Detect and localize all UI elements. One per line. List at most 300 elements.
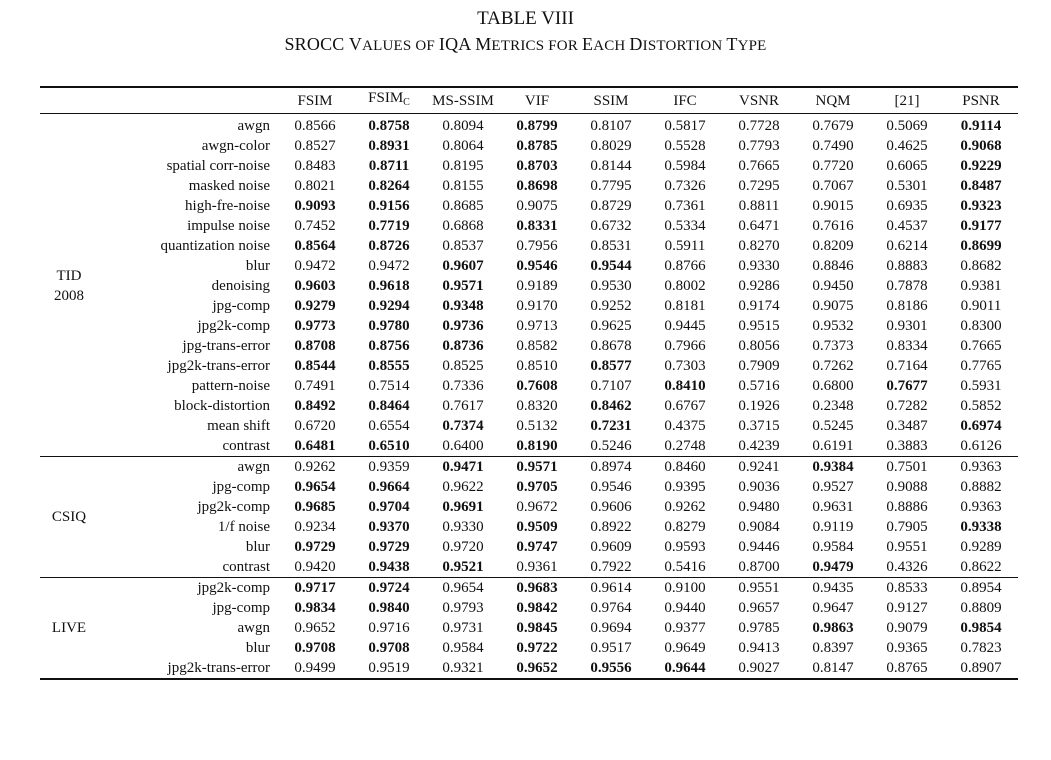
srocc-value: 0.9156: [368, 198, 410, 214]
srocc-value: 0.9571: [500, 457, 574, 478]
srocc-value: 0.8462: [590, 398, 632, 414]
column-header: SSIM: [574, 87, 648, 114]
srocc-value: 0.7514: [368, 378, 410, 394]
table-row: [40, 477, 1018, 497]
srocc-value: 0.7107: [590, 378, 632, 394]
distortion-type: jpg2k-trans-error: [167, 358, 270, 374]
distortion-type: 1/f noise: [217, 519, 270, 535]
srocc-value: 0.9435: [796, 578, 870, 599]
srocc-value: 0.8882: [960, 479, 1002, 495]
srocc-value: 0.8209: [812, 238, 854, 254]
srocc-value: 0.9705: [516, 479, 558, 495]
srocc-value: 0.9515: [738, 318, 780, 334]
srocc-value: 0.8144: [590, 158, 632, 174]
srocc-value: 0.9544: [590, 258, 632, 274]
srocc-value: 0.9075: [812, 298, 854, 314]
dataset-name: [40, 578, 98, 680]
srocc-value: 0.8566: [294, 118, 336, 134]
srocc-value: 0.7728: [738, 118, 780, 134]
srocc-value: 0.8531: [590, 238, 632, 254]
srocc-value: 0.7491: [294, 378, 336, 394]
srocc-value: 0.6510: [368, 438, 410, 454]
srocc-value: 0.8622: [960, 559, 1002, 575]
srocc-value: 0.9365: [886, 640, 928, 656]
srocc-value: 0.7677: [886, 378, 928, 394]
srocc-value: 0.9724: [352, 578, 426, 599]
srocc-value: 0.7295: [738, 178, 780, 194]
srocc-value: 0.9348: [442, 298, 484, 314]
srocc-value: 0.8279: [664, 519, 706, 535]
srocc-value: 0.7501: [870, 457, 944, 478]
srocc-value: 0.9361: [516, 559, 558, 575]
distortion-type: jpg2k-comp: [98, 578, 278, 599]
srocc-value: 0.9363: [960, 499, 1002, 515]
srocc-value: 0.8300: [960, 318, 1002, 334]
table-row: [40, 578, 1018, 599]
srocc-value: 0.5246: [590, 438, 632, 454]
srocc-value: 0.9279: [294, 298, 336, 314]
distortion-type: high-fre-noise: [185, 198, 270, 214]
srocc-value: 0.9011: [960, 298, 1002, 314]
srocc-value: 0.6720: [294, 418, 336, 434]
srocc-value: 0.9323: [960, 198, 1002, 214]
srocc-value: 0.4375: [664, 418, 706, 434]
srocc-value: 0.7231: [590, 418, 632, 434]
table-number: TABLE VIII: [477, 8, 574, 29]
srocc-value: 0.9764: [590, 600, 632, 616]
srocc-value: 0.8320: [516, 398, 558, 414]
srocc-value: 0.7905: [886, 519, 928, 535]
srocc-value: 0.9338: [960, 519, 1002, 535]
srocc-value: 0.5334: [664, 218, 706, 234]
column-header: MS-SSIM: [426, 87, 500, 114]
table-row: [40, 216, 1018, 236]
srocc-value: 0.8809: [960, 600, 1002, 616]
srocc-value: 0.9420: [294, 559, 336, 575]
srocc-value: 0.5984: [664, 158, 706, 174]
srocc-value: 0.9571: [442, 278, 484, 294]
table-row: [40, 196, 1018, 216]
srocc-value: 0.9499: [294, 660, 336, 676]
table-row: [40, 176, 1018, 196]
srocc-value: 0.9747: [516, 539, 558, 555]
table-row: [40, 256, 1018, 276]
srocc-value: 0.9100: [648, 578, 722, 599]
srocc-value: 0.8922: [590, 519, 632, 535]
srocc-value: 0.8883: [886, 258, 928, 274]
srocc-value: 0.8056: [738, 338, 780, 354]
srocc-value: 0.9294: [368, 298, 410, 314]
srocc-value: 0.8703: [516, 158, 558, 174]
srocc-value: 0.9649: [664, 640, 706, 656]
distortion-type: jpg2k-comp: [197, 499, 270, 515]
srocc-value: 0.9471: [426, 457, 500, 478]
srocc-value: 0.9119: [812, 519, 854, 535]
srocc-value: 0.9170: [516, 298, 558, 314]
srocc-value: 0.6065: [886, 158, 928, 174]
column-header: IFC: [648, 87, 722, 114]
srocc-value: 0.5911: [664, 238, 706, 254]
srocc-value: 0.8533: [870, 578, 944, 599]
srocc-value: 0.9780: [368, 318, 410, 334]
column-header: [21]: [870, 87, 944, 114]
srocc-value: 0.5817: [664, 118, 706, 134]
srocc-value: 0.9472: [294, 258, 336, 274]
table-row: [40, 376, 1018, 396]
distortion-type: awgn: [237, 620, 270, 636]
srocc-value: 0.7608: [516, 378, 558, 394]
srocc-value: 0.8064: [442, 138, 484, 154]
srocc-value: 0.9289: [960, 539, 1002, 555]
srocc-value: 0.8492: [294, 398, 336, 414]
srocc-value: 0.7878: [886, 278, 928, 294]
srocc-value: 0.8766: [664, 258, 706, 274]
srocc-value: 0.6471: [738, 218, 780, 234]
srocc-value: 0.9377: [664, 620, 706, 636]
srocc-value: 0.8021: [294, 178, 336, 194]
srocc-value: 0.8564: [294, 238, 336, 254]
srocc-value: 0.9262: [278, 457, 352, 478]
srocc-value: 0.8954: [944, 578, 1018, 599]
srocc-value: 0.6767: [664, 398, 706, 414]
srocc-value: 0.9785: [738, 620, 780, 636]
distortion-type: masked noise: [188, 178, 270, 194]
srocc-value: 0.5245: [812, 418, 854, 434]
srocc-table: [40, 86, 1018, 680]
srocc-value: 0.8537: [442, 238, 484, 254]
srocc-value: 0.9381: [960, 278, 1002, 294]
srocc-value: 0.7795: [590, 178, 632, 194]
srocc-value: 0.6800: [812, 378, 854, 394]
srocc-value: 0.9229: [960, 158, 1002, 174]
srocc-value: 0.9027: [738, 660, 780, 676]
distortion-type: spatial corr-noise: [166, 158, 270, 174]
srocc-value: 0.9079: [886, 620, 928, 636]
srocc-value: 0.6935: [886, 198, 928, 214]
srocc-value: 0.9708: [294, 640, 336, 656]
srocc-value: 0.8765: [886, 660, 928, 676]
srocc-value: 0.6974: [960, 418, 1002, 434]
srocc-value: 0.6554: [368, 418, 410, 434]
srocc-value: 0.9736: [442, 318, 484, 334]
distortion-type: contrast: [222, 559, 270, 575]
srocc-value: 0.9450: [812, 278, 854, 294]
distortion-type: blur: [245, 539, 270, 555]
srocc-value: 0.8682: [960, 258, 1002, 274]
srocc-value: 0.8736: [442, 338, 484, 354]
srocc-value: 0.7490: [812, 138, 854, 154]
dataset-name-line: 2008: [54, 288, 84, 304]
table-row: [40, 537, 1018, 557]
distortion-type: jpg2k-comp: [197, 318, 270, 334]
srocc-value: 0.9720: [442, 539, 484, 555]
srocc-value: 0.8270: [738, 238, 780, 254]
srocc-value: 0.6868: [442, 218, 484, 234]
srocc-value: 0.9068: [960, 138, 1002, 154]
srocc-value: 0.9093: [294, 198, 336, 214]
srocc-value: 0.9262: [664, 499, 706, 515]
srocc-value: 0.1926: [738, 398, 780, 414]
srocc-value: 0.8195: [442, 158, 484, 174]
srocc-value: 0.9694: [590, 620, 632, 636]
distortion-type: denoising: [211, 278, 270, 294]
srocc-value: 0.7374: [442, 418, 484, 434]
srocc-value: 0.5716: [738, 378, 780, 394]
srocc-value: 0.8186: [886, 298, 928, 314]
srocc-value: 0.9614: [574, 578, 648, 599]
srocc-value: 0.9729: [368, 539, 410, 555]
distortion-type: contrast: [222, 438, 270, 454]
srocc-value: 0.9672: [516, 499, 558, 515]
distortion-type: block-distortion: [174, 398, 270, 414]
table-row: [40, 276, 1018, 296]
srocc-value: 0.8974: [574, 457, 648, 478]
srocc-value: 0.9584: [812, 539, 854, 555]
srocc-value: 0.9517: [590, 640, 632, 656]
srocc-value: 0.9840: [368, 600, 410, 616]
table-row: [40, 658, 1018, 679]
srocc-value: 0.9521: [442, 559, 484, 575]
table-row: [40, 114, 1018, 137]
srocc-value: 0.7617: [442, 398, 484, 414]
srocc-value: 0.8334: [886, 338, 928, 354]
table-body: [40, 114, 1018, 680]
srocc-value: 0.8907: [960, 660, 1002, 676]
srocc-value: 0.6732: [590, 218, 632, 234]
srocc-value: 0.8577: [590, 358, 632, 374]
srocc-value: 0.9088: [886, 479, 928, 495]
table-row: [40, 396, 1018, 416]
srocc-value: 0.2348: [812, 398, 854, 414]
srocc-value: 0.8711: [368, 158, 410, 174]
distortion-type: awgn: [237, 118, 270, 134]
distortion-type: blur: [245, 258, 270, 274]
srocc-value: 0.9438: [368, 559, 410, 575]
srocc-value: 0.9359: [352, 457, 426, 478]
srocc-value: 0.8483: [294, 158, 336, 174]
srocc-value: 0.9631: [812, 499, 854, 515]
srocc-value: 0.8460: [648, 457, 722, 478]
table-row: [40, 296, 1018, 316]
srocc-value: 0.7679: [812, 118, 854, 134]
header-row: [40, 87, 1018, 114]
srocc-value: 0.9330: [738, 258, 780, 274]
dataset-name: [40, 457, 98, 578]
srocc-value: 0.9479: [812, 559, 854, 575]
srocc-value: 0.7665: [738, 158, 780, 174]
srocc-value: 0.9606: [590, 499, 632, 515]
srocc-value: 0.9842: [516, 600, 558, 616]
table-row: [40, 598, 1018, 618]
srocc-value: 0.8756: [368, 338, 410, 354]
table-row: [40, 156, 1018, 176]
srocc-value: 0.9593: [664, 539, 706, 555]
srocc-value: 0.9234: [294, 519, 336, 535]
srocc-value: 0.9644: [664, 660, 706, 676]
srocc-value: 0.7262: [812, 358, 854, 374]
srocc-value: 0.8464: [368, 398, 410, 414]
srocc-value: 0.8525: [442, 358, 484, 374]
srocc-value: 0.9551: [886, 539, 928, 555]
srocc-value: 0.8811: [738, 198, 780, 214]
srocc-value: 0.7164: [886, 358, 928, 374]
srocc-value: 0.6481: [294, 438, 336, 454]
dataset-name-line: CSIQ: [51, 509, 87, 525]
srocc-value: 0.9625: [590, 318, 632, 334]
srocc-value: 0.9652: [516, 660, 558, 676]
srocc-value: 0.8544: [294, 358, 336, 374]
srocc-value: 0.9370: [368, 519, 410, 535]
srocc-value: 0.7067: [812, 178, 854, 194]
srocc-value: 0.9445: [664, 318, 706, 334]
srocc-value: 0.9731: [442, 620, 484, 636]
srocc-value: 0.8094: [442, 118, 484, 134]
srocc-value: 0.8685: [442, 198, 484, 214]
srocc-value: 0.9114: [960, 118, 1002, 134]
srocc-value: 0.8699: [960, 238, 1002, 254]
srocc-value: 0.7336: [442, 378, 484, 394]
srocc-value: 0.8708: [294, 338, 336, 354]
distortion-type: pattern-noise: [191, 378, 270, 394]
srocc-value: 0.9509: [516, 519, 558, 535]
srocc-value: 0.7665: [960, 338, 1002, 354]
srocc-value: 0.9015: [812, 198, 854, 214]
srocc-value: 0.7956: [516, 238, 558, 254]
srocc-value: 0.9556: [590, 660, 632, 676]
column-header: VSNR: [722, 87, 796, 114]
srocc-value: 0.8155: [442, 178, 484, 194]
srocc-value: 0.9664: [368, 479, 410, 495]
srocc-value: 0.7719: [368, 218, 410, 234]
srocc-value: 0.9609: [590, 539, 632, 555]
srocc-value: 0.9446: [738, 539, 780, 555]
srocc-value: 0.8758: [368, 118, 410, 134]
srocc-value: 0.9174: [738, 298, 780, 314]
srocc-value: 0.6214: [886, 238, 928, 254]
table-row: [40, 497, 1018, 517]
srocc-value: 0.9551: [722, 578, 796, 599]
srocc-value: 0.7616: [812, 218, 854, 234]
table-row: [40, 638, 1018, 658]
table-row: [40, 436, 1018, 457]
srocc-value: 0.8487: [960, 178, 1002, 194]
srocc-value: 0.9177: [960, 218, 1002, 234]
srocc-value: 0.8729: [590, 198, 632, 214]
srocc-value: 0.9252: [590, 298, 632, 314]
column-header: NQM: [796, 87, 870, 114]
srocc-value: 0.7793: [738, 138, 780, 154]
srocc-value: 0.9603: [294, 278, 336, 294]
srocc-value: 0.9654: [294, 479, 336, 495]
srocc-value: 0.4537: [886, 218, 928, 234]
table-row: [40, 236, 1018, 256]
srocc-value: 0.9546: [590, 479, 632, 495]
srocc-value: 0.7909: [738, 358, 780, 374]
srocc-value: 0.7361: [664, 198, 706, 214]
srocc-value: 0.9607: [442, 258, 484, 274]
srocc-value: 0.6191: [812, 438, 854, 454]
srocc-value: 0.9480: [738, 499, 780, 515]
srocc-value: 0.9618: [368, 278, 410, 294]
srocc-value: 0.7922: [590, 559, 632, 575]
srocc-value: 0.9321: [442, 660, 484, 676]
table-row: [40, 557, 1018, 578]
srocc-value: 0.9716: [368, 620, 410, 636]
table-row: [40, 316, 1018, 336]
srocc-value: 0.7373: [812, 338, 854, 354]
srocc-value: 0.8264: [368, 178, 410, 194]
srocc-value: 0.8029: [590, 138, 632, 154]
table-row: [40, 416, 1018, 436]
srocc-value: 0.7720: [812, 158, 854, 174]
srocc-value: 0.9036: [738, 479, 780, 495]
srocc-value: 0.9527: [812, 479, 854, 495]
srocc-value: 0.9704: [368, 499, 410, 515]
srocc-value: 0.5852: [960, 398, 1002, 414]
srocc-value: 0.5301: [886, 178, 928, 194]
srocc-value: 0.9286: [738, 278, 780, 294]
srocc-value: 0.9084: [738, 519, 780, 535]
column-header: $FSIM_C$: [352, 87, 426, 114]
srocc-value: 0.2748: [664, 438, 706, 454]
srocc-value: 0.7303: [664, 358, 706, 374]
srocc-value: 0.9708: [368, 640, 410, 656]
srocc-value: 0.3883: [886, 438, 928, 454]
srocc-value: 0.8002: [664, 278, 706, 294]
srocc-value: 0.7823: [960, 640, 1002, 656]
dataset-name: [40, 114, 98, 457]
table-row: [40, 356, 1018, 376]
srocc-value: 0.9773: [294, 318, 336, 334]
srocc-value: 0.5931: [960, 378, 1002, 394]
table-row: [40, 517, 1018, 537]
srocc-value: 0.9654: [426, 578, 500, 599]
srocc-value: 0.9301: [886, 318, 928, 334]
srocc-value: 0.3487: [886, 418, 928, 434]
srocc-value: 0.9845: [516, 620, 558, 636]
srocc-value: 0.8147: [812, 660, 854, 676]
srocc-value: 0.8181: [664, 298, 706, 314]
srocc-value: 0.9793: [442, 600, 484, 616]
column-header: VIF: [500, 87, 574, 114]
srocc-value: 0.7966: [664, 338, 706, 354]
srocc-value: 0.9075: [516, 198, 558, 214]
srocc-value: 0.9330: [442, 519, 484, 535]
srocc-value: 0.4326: [886, 559, 928, 575]
column-header: FSIM: [278, 87, 352, 114]
srocc-value: 0.9395: [664, 479, 706, 495]
srocc-value: 0.9363: [944, 457, 1018, 478]
srocc-value: 0.9863: [812, 620, 854, 636]
srocc-value: 0.9854: [960, 620, 1002, 636]
srocc-value: 0.7282: [886, 398, 928, 414]
srocc-value: 0.9384: [796, 457, 870, 478]
srocc-value: 0.6126: [960, 438, 1002, 454]
srocc-value: 0.9127: [886, 600, 928, 616]
table-row: [40, 457, 1018, 478]
distortion-type: awgn-color: [201, 138, 270, 154]
distortion-type: jpg-comp: [212, 479, 270, 495]
distortion-type: jpg2k-trans-error: [167, 660, 270, 676]
srocc-value: 0.9647: [812, 600, 854, 616]
srocc-value: 0.9440: [664, 600, 706, 616]
srocc-value: 0.8555: [368, 358, 410, 374]
srocc-value: 0.3715: [738, 418, 780, 434]
srocc-value: 0.8846: [812, 258, 854, 274]
srocc-value: 0.4625: [886, 138, 928, 154]
srocc-value: 0.8785: [516, 138, 558, 154]
srocc-value: 0.8190: [516, 438, 558, 454]
